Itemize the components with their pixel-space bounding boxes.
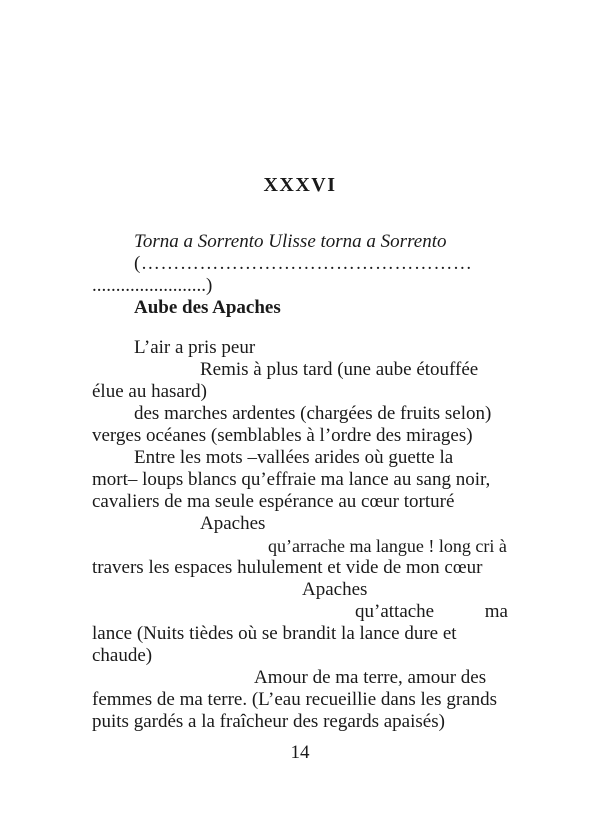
- poem-line: qu’arrache ma langue ! long cri à: [268, 536, 507, 556]
- poem-line: Apaches: [302, 579, 368, 600]
- epigraph-line: Torna a Sorrento Ulisse torna a Sorrento: [134, 231, 447, 252]
- chapter-title: XXXVI: [263, 174, 337, 196]
- poem-fragment: ma: [484, 601, 508, 622]
- poem-line: verges océanes (semblables à l’ordre des mirages): [92, 425, 473, 446]
- poem-line: puits gardés a la fraîcheur des regards apaisés): [92, 711, 445, 732]
- poem-line: mort– loups blancs qu’effraie ma lance au sang noir,: [92, 469, 491, 490]
- poem-line: lance (Nuits tièdes où se brandit la lance dure et: [92, 623, 457, 644]
- page-number: 14: [290, 742, 310, 763]
- poem-line: chaude): [92, 645, 153, 666]
- poem-line: Amour de ma terre, amour des: [254, 667, 487, 688]
- poem-line: travers les espaces hululement et vide de mon cœur: [92, 557, 483, 578]
- poem-line: femmes de ma terre. (L’eau recueillie dans les grands: [92, 689, 497, 710]
- epigraph-ellipsis: (……………………………………………: [134, 253, 473, 274]
- poem-line: élue au hasard): [92, 381, 207, 402]
- epigraph-ellipsis-end: ........................): [92, 275, 213, 296]
- poem-fragment: qu’attache: [355, 601, 435, 622]
- poem-line: Entre les mots –vallées arides où guette la: [134, 447, 454, 468]
- poem-line: Remis à plus tard (une aube étouffée: [200, 359, 479, 380]
- poem-line: des marches ardentes (chargées de fruits selon): [134, 403, 492, 424]
- poem-line-split: [355, 601, 508, 623]
- poem-line: cavaliers de ma seule espérance au cœur torturé: [92, 491, 455, 512]
- section-heading: Aube des Apaches: [134, 297, 281, 318]
- poem-line: Apaches: [200, 513, 266, 534]
- poem-line: L’air a pris peur: [134, 337, 256, 358]
